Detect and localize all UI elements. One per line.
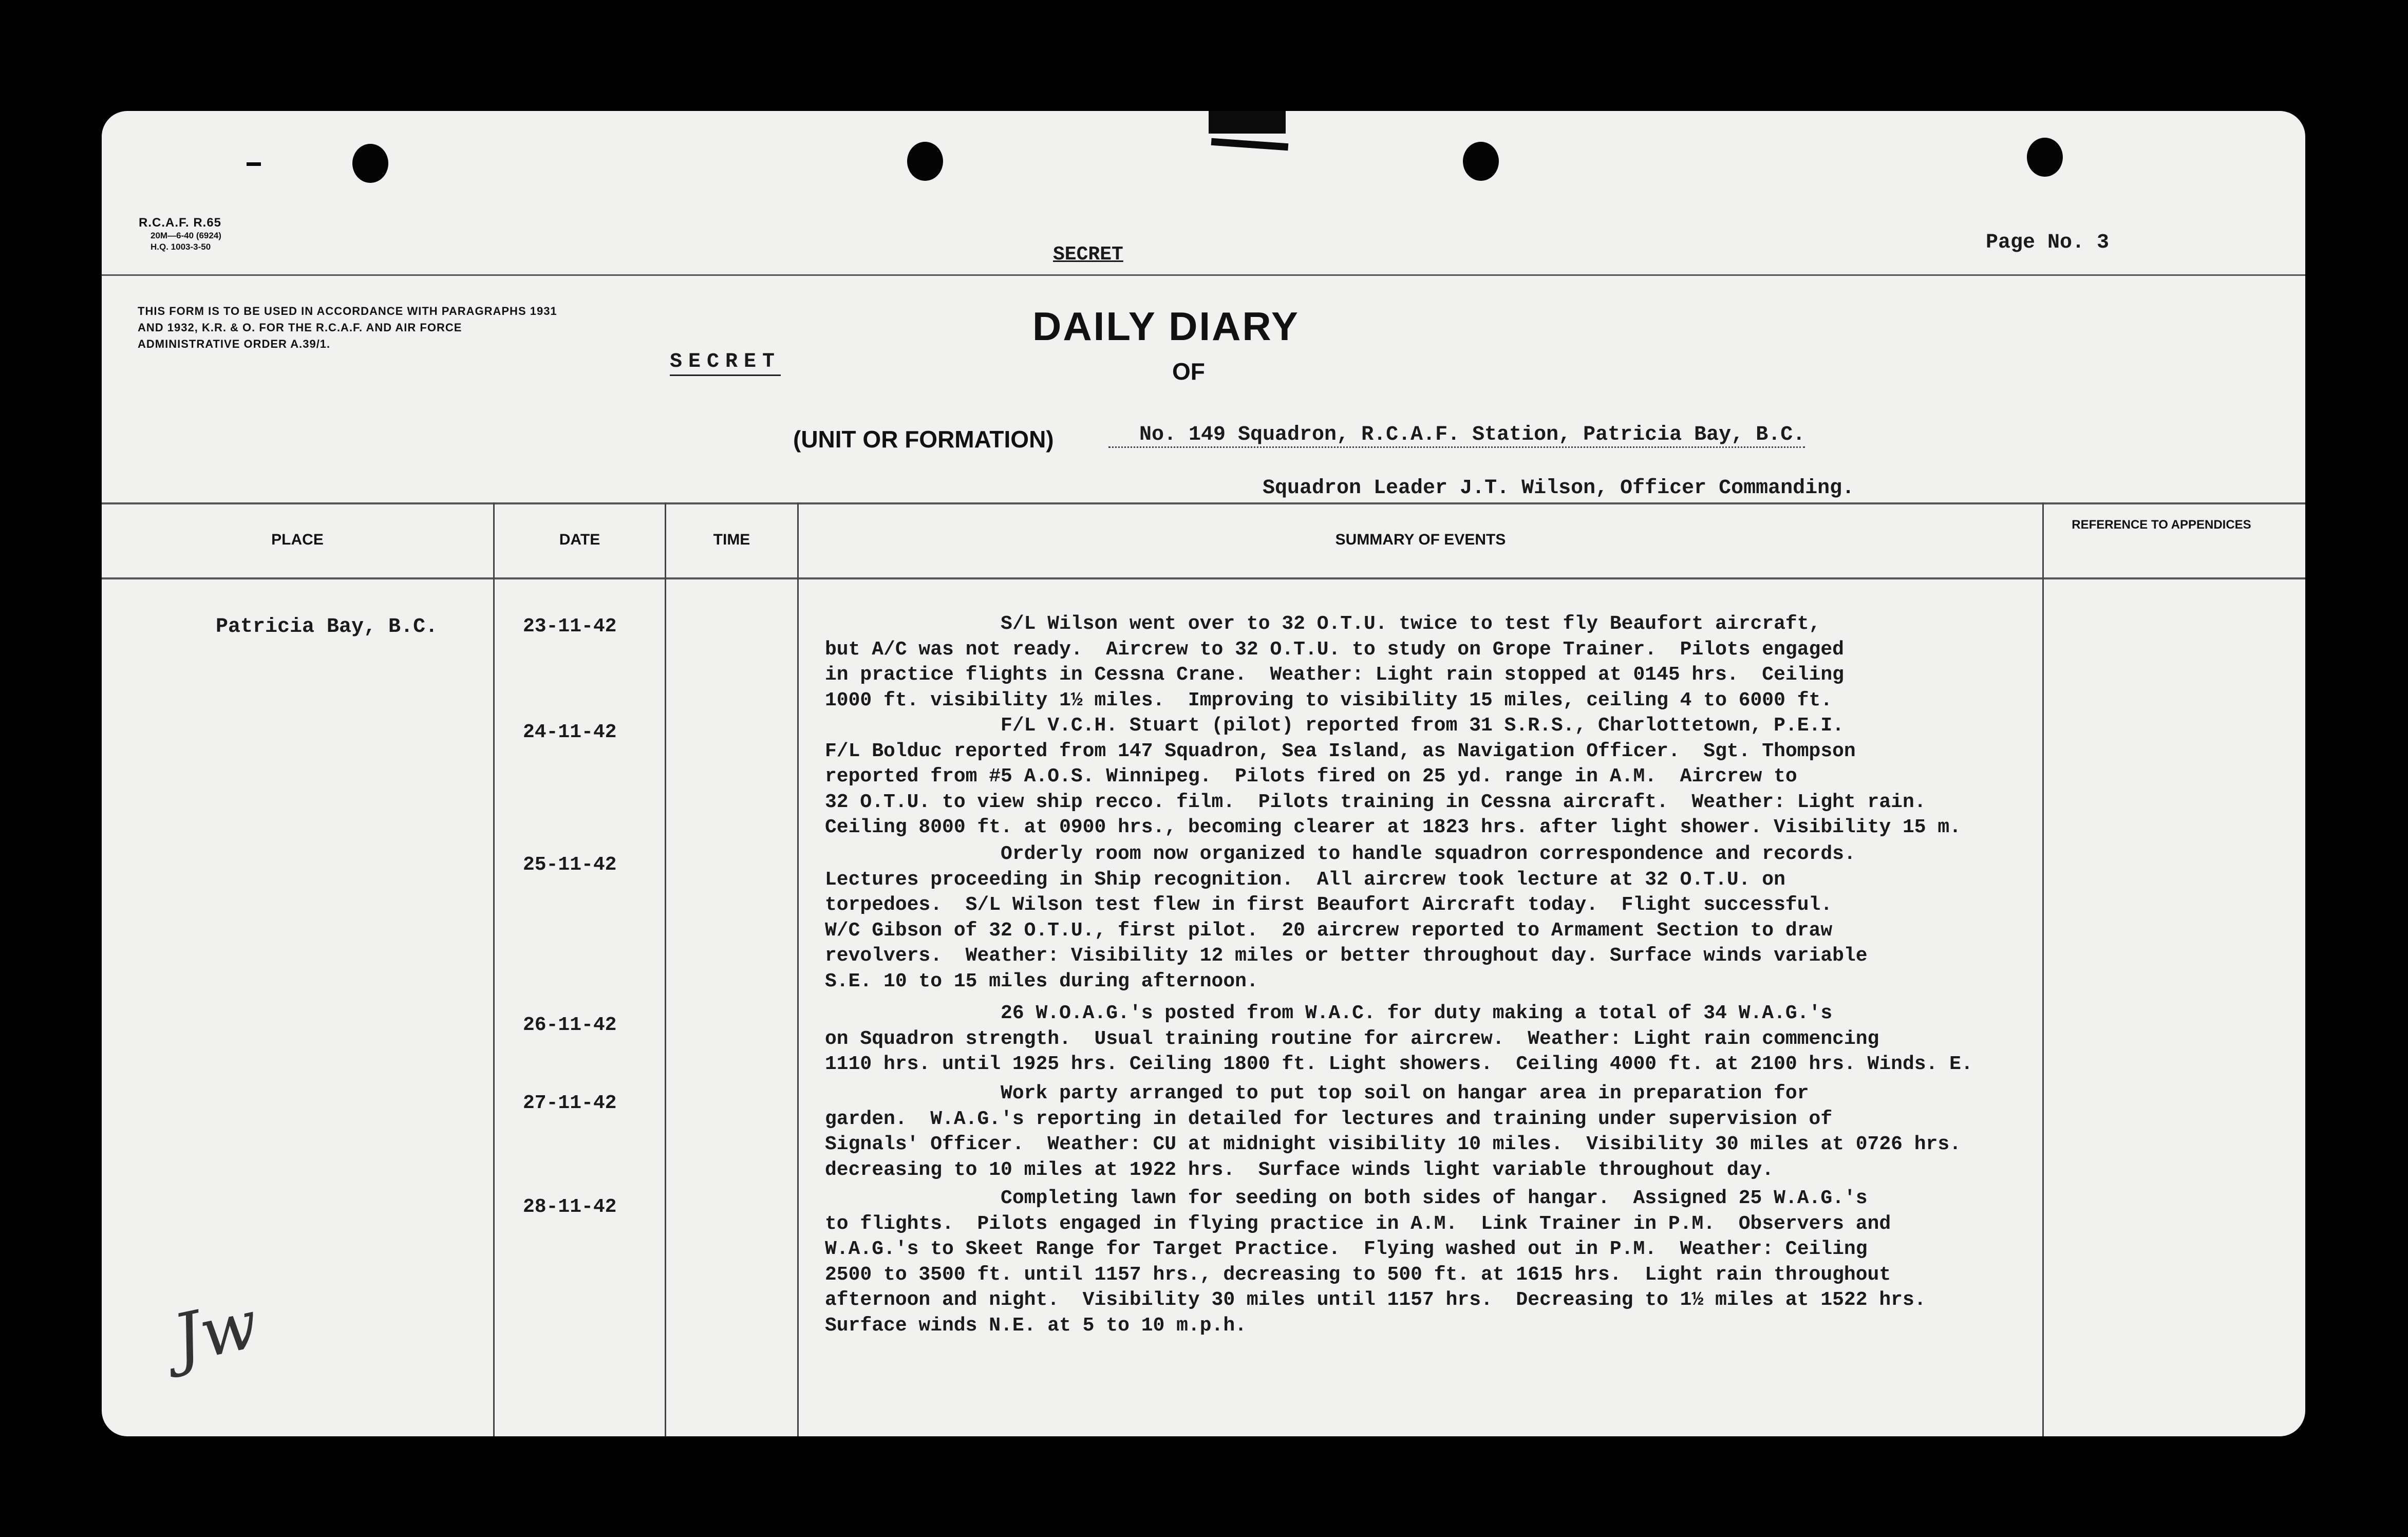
date-cell: 27-11-42: [523, 1092, 617, 1114]
punch-hole: [907, 142, 943, 181]
divider: [102, 274, 2305, 276]
column-header-summary: SUMMARY OF EVENTS: [1335, 531, 1506, 548]
punch-hole: [1463, 142, 1499, 181]
table-header-rule: [102, 577, 2305, 579]
summary-entry: Work party arranged to put top soil on hangar area in preparation for garden. W.A.G.'s reporting in detailed for lectures and training under supervision of Signals' Officer. Weather: CU at midnight visibility 10 miles. Visibility 30 miles at 0726 hrs. decreasing to 10 miles at 1922 hrs. Surface winds light variable throughout day.: [825, 1082, 1961, 1181]
date-cell: 25-11-42: [523, 854, 617, 876]
summary-entry: F/L V.C.H. Stuart (pilot) reported from 31 S.R.S., Charlottetown, P.E.I. F/L Bolduc reported from 147 Squadron, Sea Island, as Navigation Officer. Sgt. Thompson reported from #5 A.O.S. Winnipeg. Pilots fired on 25 yd. range in A.M. Aircrew to 32 O.T.U. to view ship recco. film. Pilots training in Cessna aircraft. Weather: Light rain. Ceiling 8000 ft. at 0900 hrs., becoming clearer at 1823 hrs. after light shower. Visibility 15 m.: [825, 715, 1961, 838]
diary-of: OF: [1172, 358, 1205, 385]
form-code-print: 20M—6-40 (6924): [150, 231, 221, 240]
paper-mark: [247, 162, 261, 166]
officer-commanding: Squadron Leader J.T. Wilson, Officer Commanding.: [1263, 477, 1855, 500]
column-rule: [665, 502, 666, 1436]
date-cell: 28-11-42: [523, 1196, 617, 1218]
diary-title: DAILY DIARY: [1032, 304, 1300, 349]
column-rule: [493, 502, 495, 1436]
summary-entry: 26 W.O.A.G.'s posted from W.A.C. for duty making a total of 34 W.A.G.'s on Squadron strength. Usual training routine for aircrew. Weather: Light rain commencing 1110 hrs. until 1925 hrs. Ceiling 1800 ft. Light showers. Ceiling 4000 ft. at 2100 hrs. Winds. E.: [825, 1002, 1973, 1075]
date-cell: 23-11-42: [523, 615, 617, 638]
table-top-rule: [102, 502, 2305, 504]
paper-tear: [1211, 138, 1289, 151]
form-code: R.C.A.F. R.65: [139, 216, 222, 230]
unit-label: (UNIT OR FORMATION): [793, 426, 1054, 453]
paper-tear: [1209, 111, 1286, 134]
secret-header: SECRET: [1053, 243, 1123, 266]
page-number: Page No. 3: [1986, 231, 2110, 254]
column-rule: [797, 502, 799, 1436]
column-header-time: TIME: [713, 531, 750, 548]
punch-hole: [352, 144, 388, 183]
summary-entry: Orderly room now organized to handle squadron correspondence and records. Lectures proceeding in Ship recognition. All aircrew took lecture at 32 O.T.U. on torpedoes. S/L Wilson test flew in first Beaufort Aircraft today. Flight successful. W/C Gibson of 32 O.T.U., first pilot. 20 aircrew reported to Armament Section to draw revolvers. Weather: Visibility 12 miles or better throughout day. Surface winds variable S.E. 10 to 15 miles during afternoon.: [825, 843, 1868, 992]
date-cell: 26-11-42: [523, 1014, 617, 1036]
punch-hole: [2027, 138, 2063, 177]
column-header-place: PLACE: [271, 531, 324, 548]
summary-entry: Completing lawn for seeding on both sides of hangar. Assigned 25 W.A.G.'s to flights. Pilots engaged in flying practice in A.M. Link Trainer in P.M. Observers and W.A.G.'s to Skeet Range for Target Practice. Flying washed out in P.M. Weather: Ceiling 2500 to 3500 ft. until 1157 hrs., decreasing to 500 ft. at 1615 hrs. Light rain throughout afternoon and night. Visibility 30 miles until 1157 hrs. Decreasing to 1½ miles at 1522 hrs. Surface winds N.E. at 5 to 10 m.p.h.: [825, 1187, 1926, 1337]
diary-sheet: [102, 111, 2305, 1436]
form-instruction: THIS FORM IS TO BE USED IN ACCORDANCE WITH PARAGRAPHS 1931 AND 1932, K.R. & O. FOR THE R.C.A.F. AND AIR FORCE ADMINISTRATIVE ORDER A.39/1.: [138, 305, 557, 350]
unit-value: No. 149 Squadron, R.C.A.F. Station, Patricia Bay, B.C.: [1108, 423, 1805, 448]
handwritten-initials: Jw: [166, 1284, 265, 1379]
secret-stamp: SECRET: [670, 350, 781, 376]
form-code-hq: H.Q. 1003-3-50: [150, 242, 211, 252]
column-header-date: DATE: [559, 531, 600, 548]
column-header-reference: REFERENCE TO APPENDICES: [2072, 518, 2251, 532]
place-cell: Patricia Bay, B.C.: [216, 615, 438, 639]
date-cell: 24-11-42: [523, 721, 617, 743]
summary-entry: S/L Wilson went over to 32 O.T.U. twice to test fly Beaufort aircraft, but A/C was not ready. Aircrew to 32 O.T.U. to study on Grope Trainer. Pilots engaged in practice flights in Cessna Crane. Weather: Light rain stopped at 0145 hrs. Ceiling 1000 ft. visibility 1½ miles. Improving to visibility 15 miles, ceiling 4 to 6000 ft.: [825, 613, 1844, 711]
column-rule: [2042, 502, 2044, 1436]
